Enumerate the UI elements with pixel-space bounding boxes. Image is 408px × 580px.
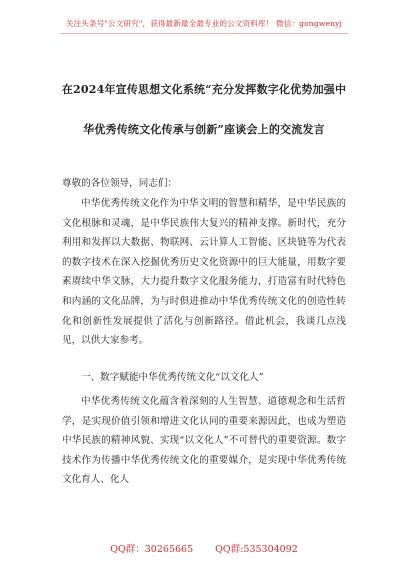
footer-contact	[0, 541, 408, 555]
header-banner: 关注头条号"公文研究"，获得最新最全最专业的公文资料库！ 微信：gongwenyj	[65, 19, 343, 28]
salutation: 尊敬的各位领导，同志们：	[62, 178, 178, 189]
document-title-line-2: 华优秀传统文化传承与创新”座谈会上的交流发言	[83, 123, 325, 136]
footer-qq-group-1: QQ群：30265665	[110, 544, 194, 555]
footer-qq-group-2: QQ群:535304092	[215, 544, 298, 555]
document-title-line-1: 在2024年宣传思想文化系统“充分发挥数字化优势加强中	[61, 83, 347, 96]
body-paragraph-1: 中华优秀传统文化作为中华文明的智慧和精华，是中华民族的文化根脉和灵魂，是中华民族伟大复兴的精神支撑。新时代，充分利用和发挥以大数据、物联网、云计算人工智能、区块链等为代表的数字技术在深入挖掘优秀历史文化资源中的巨大能量，用数字要素赓续中华文脉，大力提升数字文化服务能力，打造富有时代特色和内涵的文化品牌，为与时俱进推动中华优秀传统文化的创造性转化和创新性发展提供了活化与创新路径。借此机会，我谈几点浅见，以供大家参考。	[62, 198, 346, 347]
section-heading-1: 一、数字赋能中华优秀传统文化“以文化人”	[81, 372, 264, 383]
header-divider	[60, 33, 348, 34]
body-paragraph-2: 中华优秀传统文化蕴含着深刻的人生智慧、道德观念和生活哲学，是实现价值引领和增进文化认同的重要来源因此，也成为塑造中华民族的精神风貌、实现“以文化人”不可替代的重要资源。数字技术作为传播中华优秀传统文化的重要媒介，是实现中华优秀传统文化育人、化人	[62, 396, 346, 486]
